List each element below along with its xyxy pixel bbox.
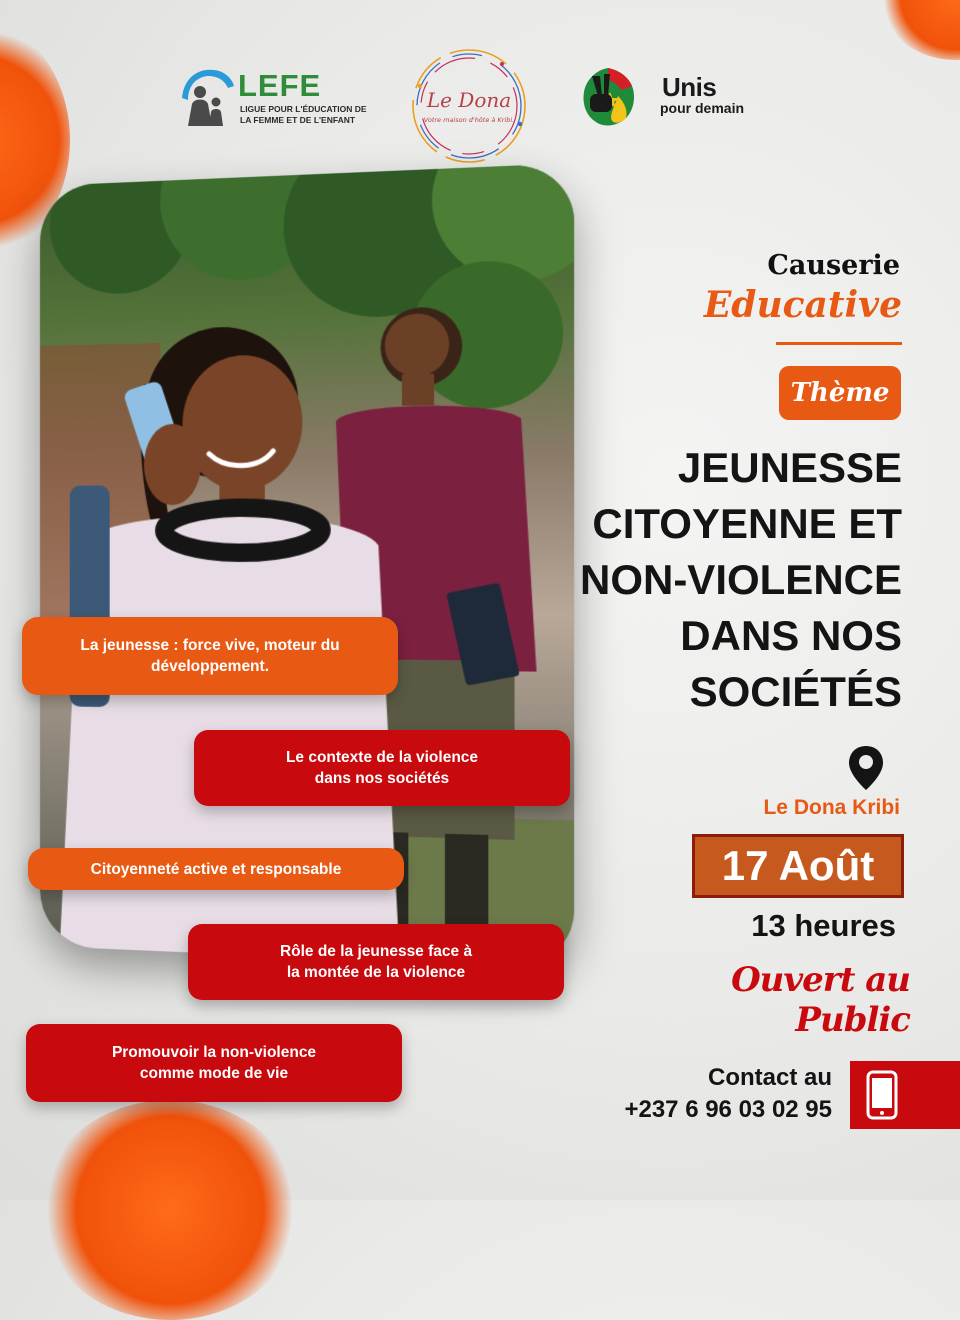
unis-name: Unis — [662, 72, 717, 102]
topic-pill — [28, 848, 404, 890]
topic-text: Promouvoir la non-violence — [111, 1044, 317, 1061]
causerie-title: Causerie — [767, 250, 900, 281]
theme-title — [540, 440, 902, 720]
theme-title-line: NON-VIOLENCE — [579, 556, 902, 603]
topic-pill — [26, 1024, 402, 1102]
le-dona-name: Le Dona — [426, 88, 512, 112]
theme-badge: Thème — [779, 366, 901, 420]
lefe-name: LEFE — [238, 68, 322, 103]
contact-label: Contact au — [707, 1064, 832, 1091]
topic-text: La jeunesse : force vive, moteur du — [80, 637, 340, 654]
le-dona-tagline: Votre maison d'hôte à Kribi. — [423, 116, 515, 124]
lefe-tagline-line: LIGUE POUR L'ÉDUCATION DE — [240, 104, 367, 114]
contact-phone: +237 6 96 03 02 95 — [624, 1096, 832, 1123]
event-time: 13 heures — [751, 908, 896, 943]
event-date-badge: 17 Août — [692, 834, 904, 898]
theme-title-line: CITOYENNE ET — [592, 500, 902, 547]
topic-text: développement. — [151, 658, 269, 675]
mobile-phone-icon — [866, 1070, 898, 1120]
educative-title: Educative — [703, 284, 902, 326]
topic-text: Le contexte de la violence — [285, 749, 479, 766]
topic-pill — [194, 730, 570, 806]
topic-text: Rôle de la jeunesse face à — [279, 943, 473, 960]
le-dona-logo — [402, 46, 536, 166]
topic-pill — [22, 617, 398, 695]
unis-pour-demain-logo — [578, 66, 768, 128]
theme-title-line: SOCIÉTÉS — [689, 668, 902, 715]
topic-pill — [188, 924, 564, 1000]
location-pin-icon — [846, 744, 886, 792]
unis-subtitle: pour demain — [660, 100, 745, 116]
phone-icon-box — [850, 1061, 960, 1129]
theme-title-line: JEUNESSE — [677, 444, 902, 491]
lefe-tagline — [240, 104, 370, 126]
cameroon-map-victory-icon — [578, 66, 638, 128]
lefe-tagline-line: LA FEMME ET DE L'ENFANT — [240, 115, 356, 125]
topic-text: comme mode de vie — [139, 1065, 289, 1082]
topic-text: dans nos sociétés — [314, 770, 450, 787]
lefe-family-icon — [176, 64, 236, 130]
topic-text: la montée de la violence — [286, 964, 466, 981]
lefe-logo — [176, 64, 366, 134]
topic-text: Citoyenneté active et responsable — [90, 860, 342, 878]
orange-blob-decoration — [880, 0, 960, 60]
theme-title-line: DANS NOS — [680, 612, 902, 659]
audience-label: Ouvert au Public — [731, 960, 910, 1040]
event-location: Le Dona Kribi — [763, 796, 900, 819]
title-divider — [776, 342, 902, 345]
orange-blob-decoration — [40, 1100, 300, 1320]
